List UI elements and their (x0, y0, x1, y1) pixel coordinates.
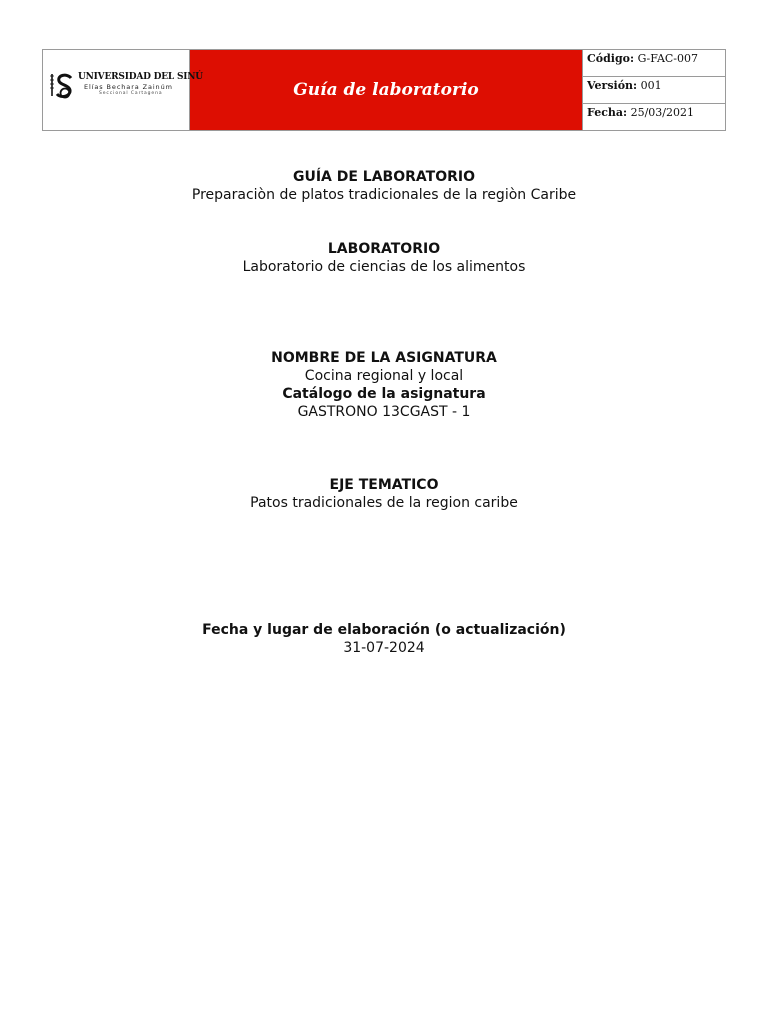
guia-section (0, 168, 768, 204)
fecha-lugar-section (0, 621, 768, 657)
codigo-row (583, 50, 725, 77)
eje-section (0, 476, 768, 512)
university-name: UNIVERSIDAD DEL SINÚ (78, 72, 203, 82)
version-label: Versión: (587, 79, 638, 92)
fecha-value: 25/03/2021 (630, 106, 694, 119)
fecha-label: Fecha: (587, 106, 628, 119)
codigo-label: Código: (587, 52, 635, 65)
version-row (583, 77, 725, 104)
document-header (42, 49, 726, 131)
fecha-row (583, 104, 725, 130)
catalogo-value: GASTRONO 13CGAST - 1 (297, 404, 471, 420)
eje-value: Patos tradicionales de la region caribe (250, 495, 518, 511)
guia-value: Preparaciòn de platos tradicionales de la regiòn Caribe (191, 187, 577, 203)
header-title-cell (190, 50, 583, 130)
university-crest-icon (49, 72, 77, 102)
laboratorio-heading: LABORATORIO (327, 241, 441, 257)
university-campus: Seccional Cartagena (99, 91, 163, 96)
codigo-value: G-FAC-007 (637, 52, 699, 65)
laboratorio-value: Laboratorio de ciencias de los alimentos (242, 259, 526, 275)
logo-cell (43, 50, 203, 130)
asignatura-section (0, 349, 768, 421)
laboratorio-section (0, 240, 768, 276)
asignatura-heading: NOMBRE DE LA ASIGNATURA (271, 350, 497, 366)
asignatura-value: Cocina regional y local (304, 368, 464, 384)
version-value: 001 (640, 79, 662, 92)
document-meta (583, 50, 725, 130)
document-title: Guía de laboratorio (293, 80, 479, 100)
catalogo-heading: Catálogo de la asignatura (282, 386, 486, 402)
fecha-lugar-heading: Fecha y lugar de elaboración (o actualización) (202, 622, 566, 638)
fecha-lugar-value: 31-07-2024 (343, 640, 425, 656)
university-logo (49, 72, 203, 102)
eje-heading: EJE TEMATICO (329, 477, 439, 493)
guia-heading: GUÍA DE LABORATORIO (292, 169, 476, 185)
university-person: Elías Bechara Zainúm (84, 83, 173, 91)
